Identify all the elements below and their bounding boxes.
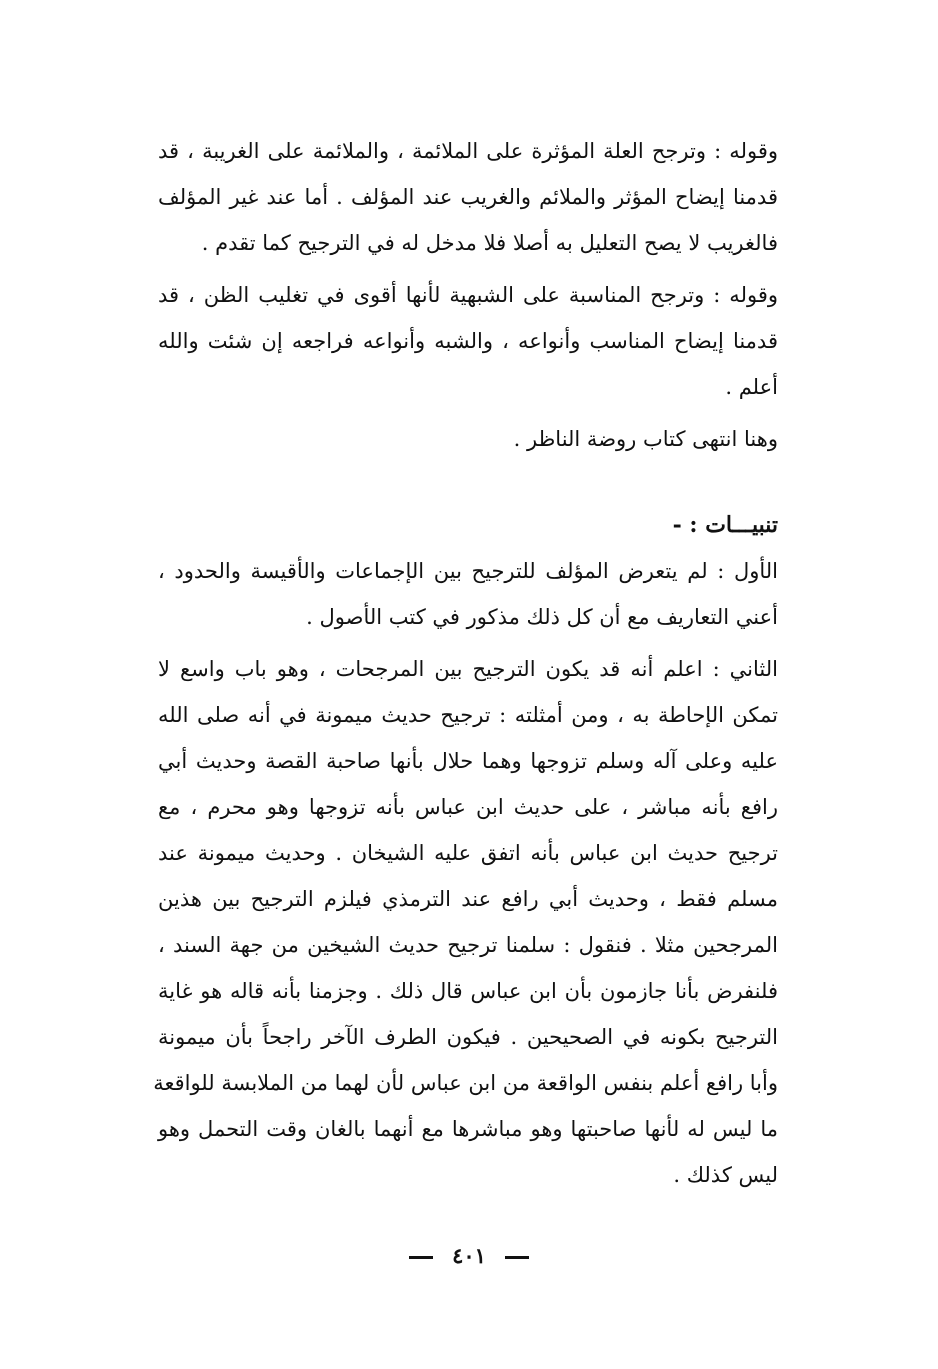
note-line: الترجيح بكونه في الصحيحين . فيكون الطرف الآخر راجحاً بأن ميمونة (158, 1025, 778, 1049)
note-line: رافع بأنه مباشر ، على حديث ابن عباس بأنه تزوجها وهو محرم ، مع (158, 795, 778, 819)
note-line: وأبا رافع أعلم بنفس الواقعة من ابن عباس لأن لهما من الملابسة للواقعة (153, 1071, 778, 1095)
note-line: ما ليس له لأنها صاحبتها وهو مباشرها مع أنهما بالغان وقت التحمل وهو (158, 1117, 778, 1141)
note-line: الأول : لم يتعرض المؤلف للترجيح بين الإجماعات والأقيسة والحدود ، (158, 559, 778, 583)
note-paragraph (153, 646, 778, 1198)
body-line: وقوله : وترجح العلة المؤثرة على الملائمة ، والملائمة على الغريبة ، قد (158, 139, 778, 163)
note-line: عليه وعلى آله وسلم تزوجها وهما حلال بأنها صاحبة القصة وحديث أبي (158, 749, 778, 773)
note-paragraph (158, 548, 778, 640)
notes-list (153, 548, 778, 1198)
note-line: المرجحين مثلا . فنقول : سلمنا ترجيح حديث الشيخين من جهة السند ، (158, 933, 778, 957)
note-line: ليس كذلك . (673, 1163, 778, 1187)
note-line: مسلم فقط ، وحديث أبي رافع عند الترمذي فيلزم الترجيح بين هذين (158, 887, 778, 911)
section-gap (158, 468, 778, 502)
body-paragraph (158, 416, 778, 462)
body-paragraph (158, 272, 778, 410)
body-line: وقوله : وترجح المناسبة على الشبهية لأنها أقوى في تغليب الظن ، قد (158, 283, 778, 307)
body-line: وهنا انتهى كتاب روضة الناظر . (513, 427, 778, 451)
body-line: أعلم . (725, 375, 778, 399)
note-line: ترجيح حديث ابن عباس بأنه اتفق عليه الشيخان . وحديث ميمونة عند (158, 841, 778, 865)
page-number-footer (0, 1243, 938, 1268)
page-number-dash-left (409, 1256, 433, 1259)
note-line: أعني التعاريف مع أن كل ذلك مذكور في كتب الأصول . (306, 605, 778, 629)
body-line: قدمنا إيضاح المؤثر والملائم والغريب عند المؤلف . أما عند غير المؤلف (158, 185, 778, 209)
page-number: ٤٠١ (452, 1243, 486, 1268)
note-line: تمكن الإحاطة به ، ومن أمثلته : ترجيح حديث ميمونة في أنه صلى الله (158, 703, 778, 727)
page-number-dash-right (505, 1256, 529, 1259)
body-line: فالغريب لا يصح التعليل به أصلا فلا مدخل له في الترجيح كما تقدم . (201, 231, 778, 255)
notes-heading: تنبيـــات : - (672, 512, 778, 538)
note-line: الثاني : اعلم أنه قد يكون الترجيح بين المرجحات ، وهو باب واسع لا (158, 657, 778, 681)
body-paragraph (158, 128, 778, 266)
main-paragraphs (158, 128, 778, 462)
note-line: فلنفرض بأنا جازمون بأن ابن عباس قال ذلك . وجزمنا بأنه قاله هو غاية (158, 979, 778, 1003)
body-line: قدمنا إيضاح المناسب وأنواعه ، والشبه وأنواعه فراجعه إن شئت والله (158, 329, 778, 353)
page-body (153, 128, 778, 1204)
